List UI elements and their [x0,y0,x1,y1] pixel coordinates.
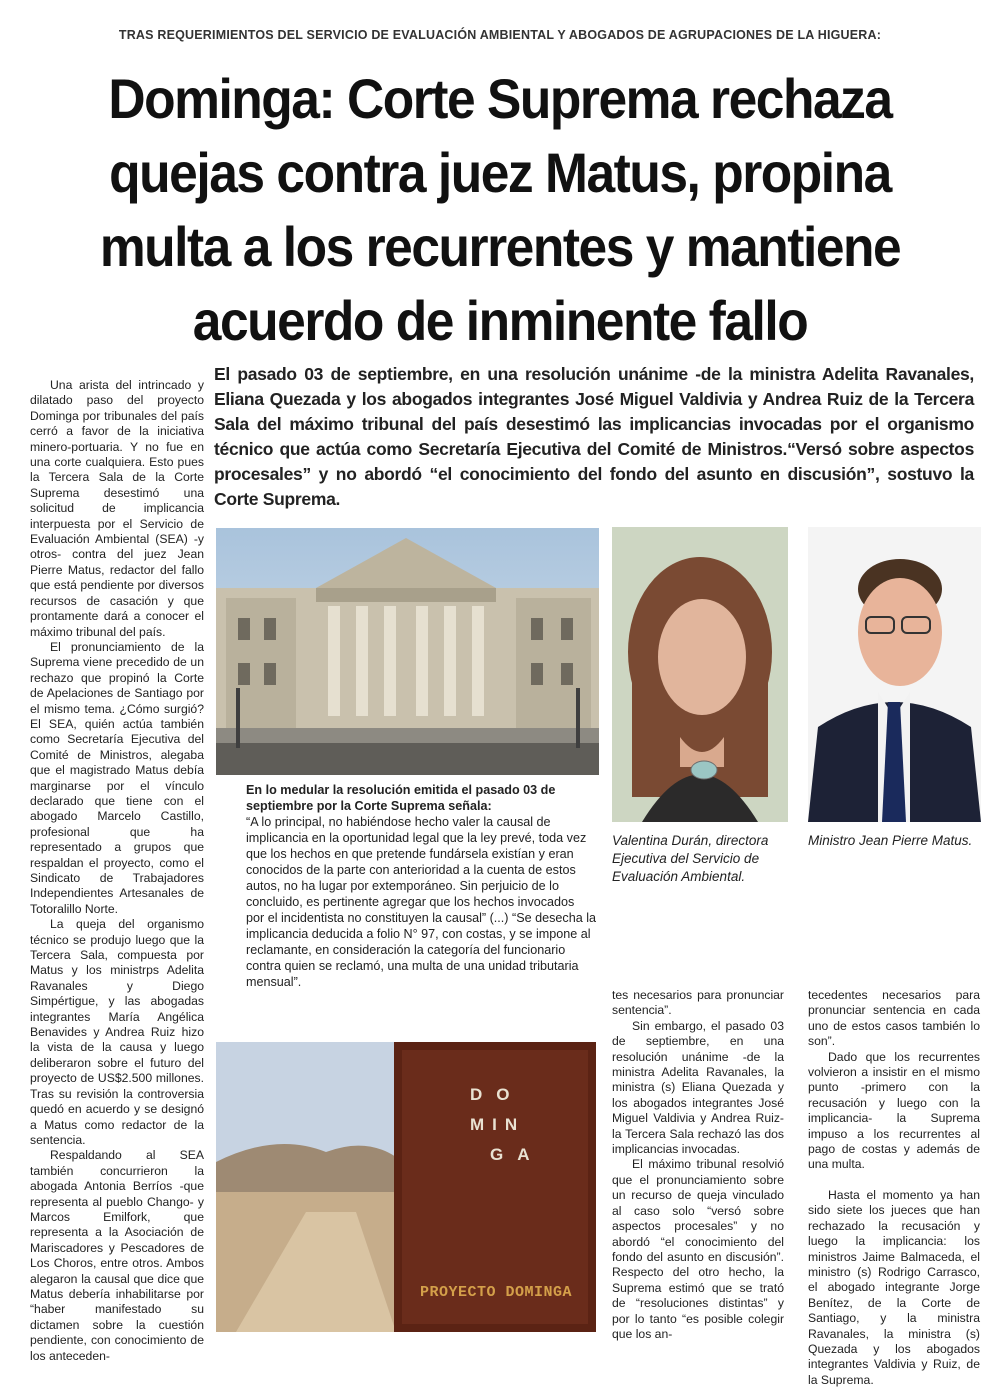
logo-row: DO [470,1085,524,1104]
paragraph: El pronunciamiento de la Suprema viene precedido de un rechazo que propinó la Corte de Apelaciones de Santiago por el mismo tema. ¿Cómo surgió? El SEA, quién actúa también como Secretaría Ejecutiva del Comité de Ministros, alegaba que el magistrado Matus debía marginarse por el vínculo declarado que tiene con el abogado Marcelo Castillo, profesional que ha representado a grupos que respaldan el proyecto, como el Sindicato de Trabajadores Independientes Artesanales de Totoralillo Norte. [30,639,204,916]
duran-caption: Valentina Durán, directora Ejecutiva del Servicio de Evaluación Ambiental. [612,833,769,884]
paragraph: El máximo tribunal resolvió que el pronunciamiento sobre un recurso de queja vinculado al caso solo “versó sobre aspectos procesales” y no abordó “el conocimiento del fondo del asunto en discusión”. Respecto del otro hecho, la Suprema estimó que se trató de “resoluciones distintas” y por lo tanto “es posible colegir que los an- [612,1157,784,1341]
paragraph: Sin embargo, el pasado 03 de septiembre, en una resolución unánime -de la ministra Adelita Ravanales, la ministra (s) Eliana Quezada y los abogados integrantes José Miguel Valdivia y Andrea Ruiz- la Tercera Sala rechazó las dos implicancias invocadas. [612,1018,784,1157]
matus-caption: Ministro Jean Pierre Matus. [808,833,973,848]
dominga-logo [470,1080,544,1170]
logo-row: MIN [470,1115,526,1134]
logo-row: GA [490,1145,544,1164]
lede: El pasado 03 de septiembre, en una resolución unánime -de la ministra Adelita Ravanales, Eliana Quezada y los abogados integrantes José Miguel Valdivia y Andrea Ruiz de la Tercera Sala del máximo tribunal del país desestimó las implicancias invocadas por el organismo técnico que actúa como Secretaría Ejecutiva del Comité de Ministros.“Versó sobre aspectos procesales” y no abordó “el conocimiento del fondo del asunto en discusión”, sostuvo la Corte Suprema. [214,364,974,509]
column-3 [612,988,784,1342]
paragraph-spacer [808,1173,980,1188]
resolution-quote [246,782,596,990]
duran-photo [612,527,788,822]
headline: Dominga: Corte Suprema rechaza quejas contra juez Matus, propina multa a los recurrentes y mantiene acuerdo de inminente fallo [99,67,901,352]
quote-body: “A lo principal, no habiéndose hecho valer la causal de implicancia en la oportunidad legal que la ley prevé, toda vez que los hechos en que pretende fundársela existían y eran conocidos de la parte con anterioridad a la cuenta de estos autos, no ha lugar por extemporáneo. Sin perjuicio de lo concluido, es pertinente agregar que los hechos invocados por el incidentista no constituyen la causal” (...) “Se desecha la implicancia deducida a folio N° 97, con costas, y se impone al reclamante, en consideración la categoría del funcionario contra quien se reclamó, una multa de una unidad tributaria mensual”. [246,815,597,989]
matus-photo [808,527,981,822]
paragraph: tecedentes necesarios para pronunciar sentencia en cada uno de estos casos también lo son”. [808,988,980,1049]
courthouse-photo [216,528,599,775]
paragraph: Hasta el momento ya han sido siete los jueces que han rechazado la recusación y luego la implicancia: los ministros Jaime Balmaceda, el ministro (s) Rodrigo Carrasco, el abogado integrante Jorge Benítez, de la Corte de Santiago, y la ministra Ravanales, la ministra (s) Quezada y los abogados integrantes Valdivia y Ruiz, de la Suprema. [808,1187,980,1387]
column-1 [30,378,204,1364]
sign-text: PROYECTO DOMINGA [420,1284,573,1301]
column-4 [808,988,980,1388]
paragraph: La queja del organismo técnico se produjo luego que la Tercera Sala, compuesta por Matus y los ministrps Adelita Ravanales y Diego Simpértigue, y las abogadas integrantes María Angélica Benavides y Andrea Ruiz hizo la vista de la causa y luego deliberaron sobre el futuro del proyecto de US$2.500 millones. Tras su revisión la controversia quedó en acuerdo y se designó a Matus como redactor de la sentencia. [30,917,204,1147]
quote-heading: En lo medular la resolución emitida el pasado 03 de septiembre por la Corte Suprema señala: [246,783,556,813]
kicker: TRAS REQUERIMIENTOS DEL SERVICIO DE EVALUACIÓN AMBIENTAL Y ABOGADOS DE AGRUPACIONES DE LA HIGUERA: [118,28,882,42]
paragraph: Una arista del intrincado y dilatado paso del proyecto Dominga por tribunales del país cerró a favor de la iniciativa minero-portuaria. Y no fue en una corte cualquiera. Esto pues la Tercera Sala de la Corte Suprema desestimó una solicitud de implicancia interpuesta por el Servicio de Evaluación Ambiental (SEA) -y otros- contra del juez Jean Pierre Matus, redactor del fallo que está pendiente por diversos recursos de casación y que prontamente dará a conocer el máximo tribunal del país. [30,378,204,639]
paragraph: Respaldando al SEA también concurrieron la abogada Antonia Berríos -que representa al pueblo Chango- y Marcos Emilfork, que representa a la Asociación de Mariscadores y Pescadores de Los Choros, entre otros. Ambos alegaron la causal que dice que Matus debería inhabilitarse por “haber manifestado su dictamen sobre la cuestión pendiente, con conocimiento de los anteceden- [30,1148,204,1363]
paragraph: tes necesarios para pronunciar sentencia”. [612,988,784,1018]
paragraph: Dado que los recurrentes volvieron a insistir en el mismo punto -primero con la recusación y luego con la implicancia- la Suprema impuso a los recurrentes al pago de costas y además de una multa. [808,1049,980,1172]
